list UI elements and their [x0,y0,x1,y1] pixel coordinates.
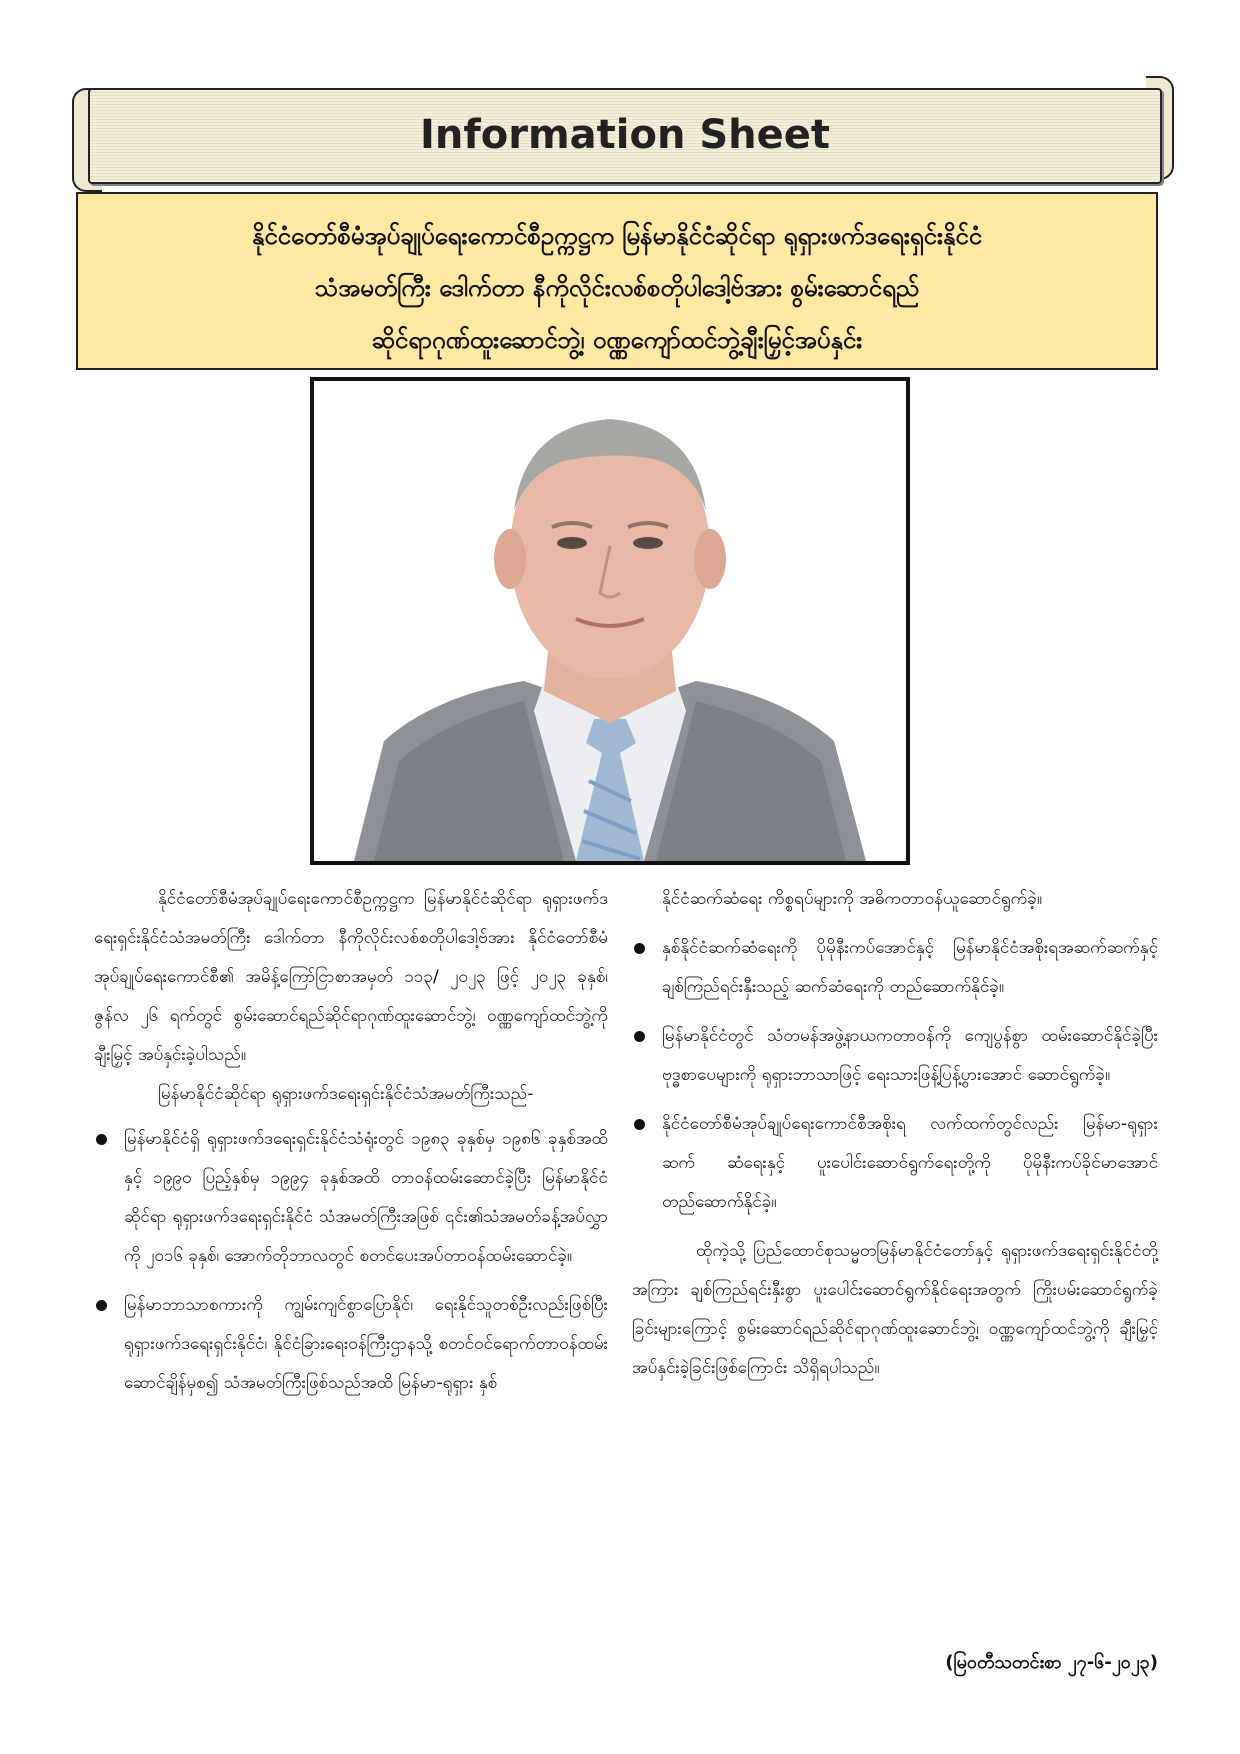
bullet-icon [634,1119,645,1130]
headline-line-1: နိုင်ငံတော်စီမံအုပ်ချုပ်ရေးကောင်စီဥက္ကဋ္ဌက မြန်မာနိုင်ငံဆိုင်ရာ ရုရှားဖက်ဒရေးရှင်းနိုင်ငံ [251,222,983,250]
list-item [94,1120,608,1276]
list-item-text: မြန်မာနိုင်ငံတွင် သံတမန်အဖွဲ့နာယကတာဝန်ကို ကျေပွန်စွာ ထမ်းဆောင်နိုင်ခဲ့ပြီး ဗုဒ္ဓစာပေများကို ရုရှားဘာသာဖြင့် ရေးသားဖြန့်ပြန့်ပွားအောင် ဆောင်ရွက်ခဲ့။ [662,1026,1158,1085]
closing-paragraph: ထိုကဲ့သို့ ပြည်ထောင်စုသမ္မတမြန်မာနိုင်ငံတော်နှင့် ရုရှားဖက်ဒရေးရှင်းနိုင်ငံတို့အကြား ချစ်ကြည်ရင်းနှီးစွာ ပူးပေါင်းဆောင်ရွက်နိုင်ရေးအတွက် ကြိုးပမ်းဆောင်ရွက်ခဲ့ခြင်းများကြောင့် စွမ်းဆောင်ရည်ဆိုင်ရာဂုဏ်ထူးဆောင်ဘွဲ့၊ ဝဏ္ဏကျော်ထင်ဘွဲ့ကို ချီးမြှင့်အပ်နှင်းခဲ့ခြင်းဖြစ်ကြောင်း သိရှိရပါသည်။ [632,1241,1158,1378]
portrait-photo [310,377,910,865]
portrait-illustration [314,381,906,861]
bullet-icon [634,1031,645,1042]
right-column [632,880,1158,1388]
source-citation: (မြဝတီသတင်းစာ ၂၇-၆-၂၀၂၃) [945,1652,1158,1673]
list-item-continuation [632,880,1158,919]
left-column [94,880,608,1413]
intro-paragraph: နိုင်ငံတော်စီမံအုပ်ချုပ်ရေးကောင်စီဥက္ကဋ္ဌက မြန်မာနိုင်ငံဆိုင်ရာ ရုရှားဖက်ဒရေးရှင်းနိုင်ငံသံအမတ်ကြီး ဒေါက်တာ နီကိုလိုင်းလစ်စတိုပါဒေါ့ဗ်အား နိုင်ငံတော်စီမံအုပ်ချုပ်ရေးကောင်စီ၏ အမိန့်ကြော်ငြာစာအမှတ် ၁၁၃/ ၂၀၂၃ ဖြင့် ၂၀၂၃ ခုနှစ်၊ ဇွန်လ ၂၆ ရက်တွင် စွမ်းဆောင်ရည်ဆိုင်ရာဂုဏ်ထူးဆောင်ဘွဲ့၊ ဝဏ္ဏကျော်ထင်ဘွဲ့ကို ချီးမြှင့် အပ်နှင်းခဲ့ပါသည်။ [94,889,608,1065]
list-item-text: မြန်မာနိုင်ငံရှိ ရုရှားဖက်ဒရေးရှင်းနိုင်ငံသံရုံးတွင် ၁၉၈၃ ခုနှစ်မှ ၁၉၈၆ ခုနှစ်အထိနှင့် ၁၉၉၀ ပြည့်နှစ်မှ ၁၉၉၄ ခုနှစ်အထိ တာဝန်ထမ်းဆောင်ခဲ့ပြီး မြန်မာနိုင်ငံဆိုင်ရာ ရုရှားဖက်ဒရေးရှင်းနိုင်ငံ သံအမတ်ကြီးအဖြစ် ၎င်း၏သံအမတ်ခန့်အပ်လွှာကို ၂၀၁၆ ခုနှစ်၊ အောက်တိုဘာလတွင် စတင်ပေးအပ်တာဝန်ထမ်းဆောင်ခဲ့။ [124,1129,608,1266]
title-banner [88,88,1162,184]
list-item [94,1286,608,1403]
list-item-text: မြန်မာဘာသာစကားကို ကျွမ်းကျင်စွာပြောနိုင်၊ ရေးနိုင်သူတစ်ဦးလည်းဖြစ်ပြီး ရုရှားဖက်ဒရေးရှင်းနိုင်ငံ၊ နိုင်ငံခြားရေးဝန်ကြီးဌာနသို့ စတင်ဝင်ရောက်တာဝန်ထမ်းဆောင်ချိန်မှစ၍ သံအမတ်ကြီးဖြစ်သည်အထိ မြန်မာ-ရုရှား နှစ် [124,1295,608,1393]
bullet-icon [634,943,645,954]
profile-intro-paragraph: မြန်မာနိုင်ငံဆိုင်ရာ ရုရှားဖက်ဒရေးရှင်းနိုင်ငံသံအမတ်ကြီးသည်- [158,1084,534,1104]
bullet-icon [96,1134,107,1145]
bullet-icon [96,1300,107,1311]
headline-line-2: သံအမတ်ကြီး ဒေါက်တာ နီကိုလိုင်းလစ်စတိုပါဒေါ့ဗ်အား စွမ်းဆောင်ရည် [314,274,920,302]
headline-box [76,192,1158,370]
page-title: Information Sheet [419,112,831,158]
headline-line-3: ဆိုင်ရာဂုဏ်ထူးဆောင်ဘွဲ့၊ ဝဏ္ဏကျော်ထင်ဘွဲ့ချီးမြှင့်အပ်နှင်း [371,326,863,354]
list-item [632,1017,1158,1095]
list-item [632,1105,1158,1222]
list-item [632,929,1158,1007]
list-item-text: နိုင်ငံတော်စီမံအုပ်ချုပ်ရေးကောင်စီအစိုးရ လက်ထက်တွင်လည်း မြန်မာ-ရုရှား ဆက် ဆံရေးနှင့် ပူးပေါင်းဆောင်ရွက်ရေးတို့ကို ပိုမိုနီးကပ်ခိုင်မာအောင် တည်ဆောက်နိုင်ခဲ့။ [662,1114,1158,1212]
list-item-text: နှစ်နိုင်ငံဆက်ဆံရေးကို ပိုမိုနီးကပ်အောင်နှင့် မြန်မာနိုင်ငံအစိုးရအဆက်ဆက်နှင့် ချစ်ကြည်ရင်းနှီးသည့် ဆက်ဆံရေးကို တည်ဆောက်နိုင်ခဲ့။ [662,938,1158,997]
list-item-text: နိုင်ငံဆက်ဆံရေး ကိစ္စရပ်များကို အဓိကတာဝန်ယူဆောင်ရွက်ခဲ့။ [662,889,1042,909]
